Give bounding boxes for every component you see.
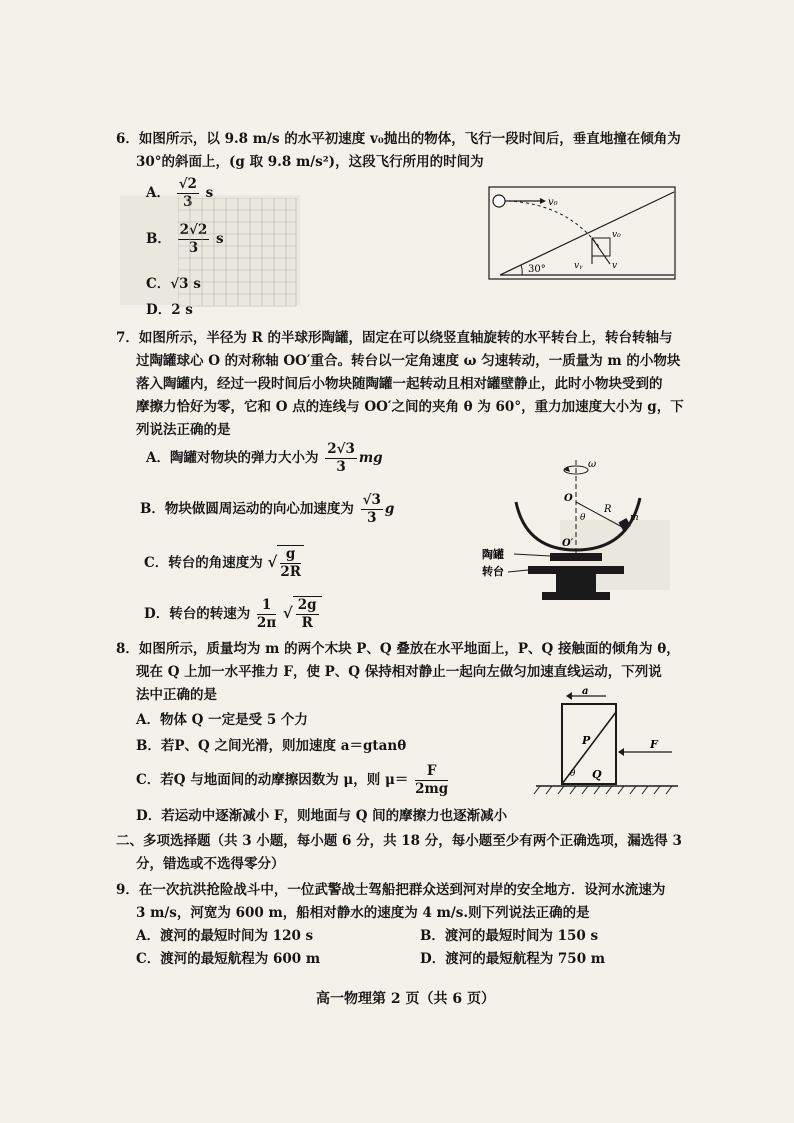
q8-option-b: B．若P、Q 之间光滑，则加速度 a＝gtanθ xyxy=(136,738,407,754)
q9-option-b: B．渡河的最短时间为 150 s xyxy=(420,928,599,944)
denominator: 3 xyxy=(188,240,199,256)
numerator: √3 xyxy=(362,492,381,508)
section2-heading-line2: 分，错选或不选得零分） xyxy=(136,856,285,872)
q8-option-a: A．物体 Q 一定是受 5 个力 xyxy=(136,712,308,728)
q7-stem-line4: 摩擦力恰好为零，它和 O 点的连线与 OO′之间的夹角 θ 为 60°，重力加速度大小为 g，下 xyxy=(136,399,684,415)
turntable-top xyxy=(528,566,624,574)
numerator: 2g xyxy=(297,597,317,613)
q8-stem-line2: 现在 Q 上加一水平推力 F，使 P、Q 保持相对静止一起向左做匀加速直线运动，下列说 xyxy=(136,664,662,680)
numerator: 2√3 xyxy=(327,441,355,457)
radius-label: R xyxy=(604,504,612,515)
q7-option-a xyxy=(146,441,383,476)
incline-surface xyxy=(500,192,674,275)
q7-option-c xyxy=(144,545,304,581)
radicand xyxy=(277,545,304,581)
denominator: 3 xyxy=(183,194,193,210)
turntable-foot xyxy=(542,592,610,600)
bleed-grid xyxy=(178,198,298,308)
option-text: A．陶罐对物块的弹力大小为 xyxy=(146,450,319,466)
fraction xyxy=(361,492,383,527)
q9-stem-line2: 3 m/s，河宽为 600 m，船相对静水的速度为 4 m/s.则下列说法正确的是 xyxy=(136,905,590,921)
fraction xyxy=(415,763,448,798)
block-p-label: P xyxy=(582,734,591,747)
theta-label: θ xyxy=(580,513,586,523)
q7-figure xyxy=(478,458,664,608)
angle-arc xyxy=(521,265,522,275)
ball-icon xyxy=(493,195,505,207)
omega-label: ω xyxy=(588,459,597,470)
v0-label: v₀ xyxy=(548,197,558,208)
force-arrowhead-icon xyxy=(618,748,624,756)
option-value: √3 s xyxy=(170,276,201,292)
q8-stem-line3: 法中正确的是 xyxy=(136,687,217,703)
acceleration-arrowhead-icon xyxy=(566,692,572,700)
force-label: F xyxy=(650,738,658,751)
vx-label: v₀ xyxy=(612,230,621,240)
acceleration-label: a xyxy=(582,686,589,697)
q8-figure xyxy=(532,686,682,798)
fraction xyxy=(296,597,319,632)
block-q-label: Q xyxy=(592,768,602,781)
q9-option-a: A．渡河的最短时间为 120 s xyxy=(136,928,314,944)
option-label: C． xyxy=(146,276,171,292)
q8-stem-line1: 8．如图所示，质量均为 m 的两个木块 P、Q 叠放在水平地面上，P、Q 接触面的倾角为 θ， xyxy=(116,641,680,657)
fraction xyxy=(325,441,357,476)
option-tail: mg xyxy=(358,450,383,466)
denominator: 2mg xyxy=(415,781,449,797)
numerator: √2 xyxy=(178,176,197,192)
v0-arrowhead-icon xyxy=(540,198,546,204)
option-text: B．物块做圆周运动的向心加速度为 xyxy=(140,501,354,517)
option-label: D． xyxy=(146,302,172,318)
q7-stem-line3: 落入陶罐内，经过一段时间后小物块随陶罐一起转动且相对罐壁静止，此时小物块受到的 xyxy=(136,376,663,392)
fraction xyxy=(257,597,276,632)
center-o2-label: O′ xyxy=(562,538,574,549)
page-footer: 高一物理第 2 页（共 6 页） xyxy=(316,991,495,1007)
numerator: F xyxy=(415,763,448,781)
v-arrow xyxy=(592,238,610,264)
pot-label: 陶罐 xyxy=(482,548,504,561)
q6-figure xyxy=(488,186,684,286)
numerator: 2√2 xyxy=(179,222,208,238)
bowl-base xyxy=(550,553,602,561)
small-block xyxy=(619,518,631,530)
q7-option-d xyxy=(144,596,322,632)
q6-stem-line2: 30°的斜面上，(g 取 9.8 m/s²)，这段飞行所用的时间为 xyxy=(136,154,484,170)
q9-option-c: C．渡河的最短航程为 600 m xyxy=(136,951,321,967)
turntable-stem xyxy=(556,574,596,594)
q7-stem-line1: 7．如图所示，半径为 R 的半球形陶罐，固定在可以绕竖直轴旋转的水平转台上，转台转轴与 xyxy=(116,330,673,346)
center-o-label: O xyxy=(564,493,573,504)
mass-label: m xyxy=(630,513,639,523)
q6-stem-line1: 6．如图所示，以 9.8 m/s 的水平初速度 v₀抛出的物体，飞行一段时间后，垂直地撞在倾角为 xyxy=(116,131,681,147)
option-label: B． xyxy=(146,231,171,247)
denominator: 3 xyxy=(367,510,377,526)
denominator: 3 xyxy=(336,459,346,475)
ground-hatching xyxy=(534,786,672,794)
fraction xyxy=(280,546,301,581)
q7-option-b xyxy=(140,492,394,527)
pot-pointer xyxy=(514,554,550,556)
denominator: 2π xyxy=(256,615,277,631)
unit: s xyxy=(205,185,214,201)
radical-icon: √ xyxy=(267,553,278,571)
numerator: 1 xyxy=(257,597,276,615)
option-tail: g xyxy=(384,501,395,517)
table-label: 转台 xyxy=(482,565,504,578)
option-value: 2 s xyxy=(171,302,193,318)
q7-stem-line2: 过陶罐球心 O 的对称轴 OO′重合。转台以一定角速度 ω 匀速转动，一质量为 m 的小物块 xyxy=(136,353,681,369)
q8-option-c xyxy=(136,763,450,798)
trajectory-path xyxy=(508,201,600,248)
theta-label: θ xyxy=(570,769,576,779)
numerator: g xyxy=(280,546,301,564)
radical-icon: √ xyxy=(282,604,293,622)
section2-heading-line1: 二、多项选择题（共 3 小题，每小题 6 分，共 18 分，每小题至少有两个正确选项，漏选得 3 xyxy=(116,833,682,849)
v-label: v xyxy=(612,261,618,271)
vy-label: vᵧ xyxy=(574,261,583,271)
option-text: C．若Q 与地面间的动摩擦因数为 μ，则 μ＝ xyxy=(136,772,409,788)
option-text: C．转台的角速度为 xyxy=(144,555,263,571)
q8-option-d: D．若运动中逐渐减小 F，则地面与 Q 间的摩擦力也逐渐减小 xyxy=(136,808,508,824)
option-label: A． xyxy=(146,185,170,201)
q9-option-d: D．渡河的最短航程为 750 m xyxy=(420,951,606,967)
denominator: 2R xyxy=(280,564,301,580)
denominator: R xyxy=(301,615,313,631)
unit: s xyxy=(216,231,224,247)
q7-stem-line5: 列说法正确的是 xyxy=(136,422,231,438)
q9-stem-line1: 9．在一次抗洪抢险战斗中，一位武警战士驾船把群众送到河对岸的安全地方．设河水流速为 xyxy=(116,882,666,898)
table-pointer xyxy=(508,570,528,572)
radicand xyxy=(293,596,322,632)
angle-label: 30° xyxy=(528,264,546,275)
option-text: D．转台的转速为 xyxy=(144,606,251,622)
